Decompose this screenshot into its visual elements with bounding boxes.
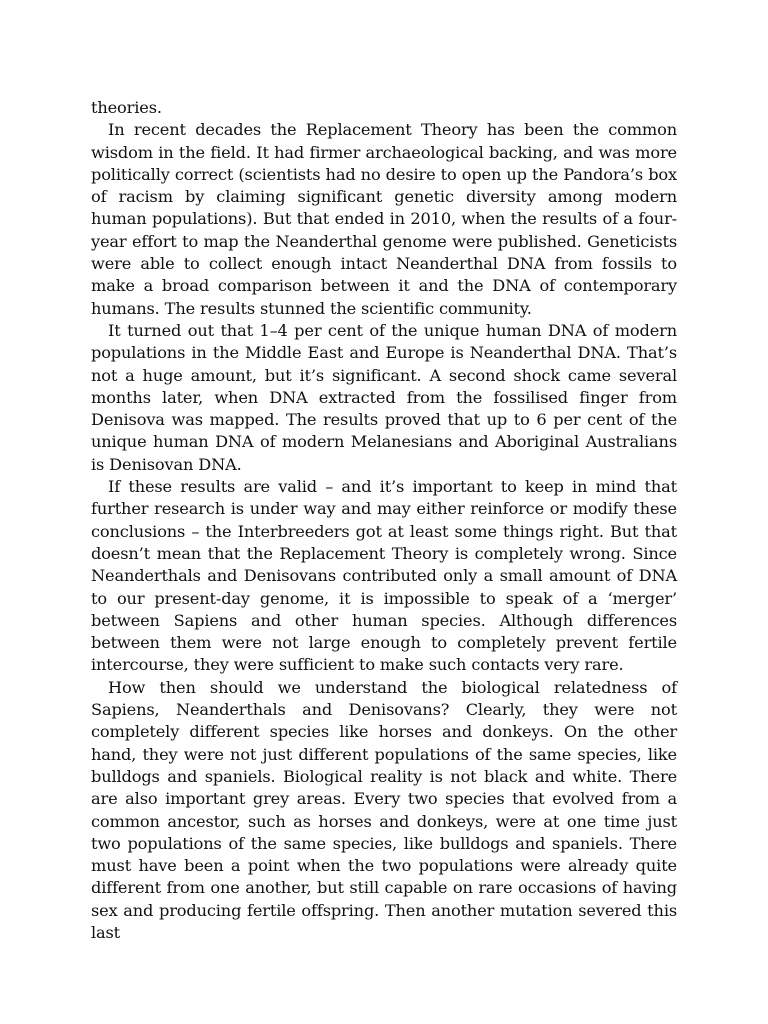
book-page-body xyxy=(91,97,677,944)
paragraph-biological-relatedness: How then should we understand the biological relatedness of Sapiens, Neanderthals and Denisovans? Clearly, they were not completely different species like horses and donkeys. On the other hand, they were not just different populations of the same species, like bulldogs and spaniels. Biological reality is not black and white. There are also important grey areas. Every two species that evolved from a common ancestor, such as horses and donkeys, were at one time just two populations of the same species, like bulldogs and spaniels. There must have been a point when the two populations were already quite different from one another, but still capable on rare occasions of having sex and producing fertile offspring. Then another mutation severed this last xyxy=(91,677,677,942)
paragraph-interbreeders: If these results are valid – and it’s important to keep in mind that further research is under way and may either reinforce or modify these conclusions – the Interbreeders got at least some things right. But that doesn’t mean that the Replacement Theory is completely wrong. Since Neanderthals and Denisovans contributed only a small amount of DNA to our present-day genome, it is impossible to speak of a ‘merger’ between Sapiens and other human species. Although differences between them were not large enough to completely prevent fertile intercourse, they were sufficient to make such contacts very rare. xyxy=(91,477,677,675)
paragraph-continuation: theories. xyxy=(91,98,162,117)
paragraph-neanderthal-dna: It turned out that 1–4 per cent of the unique human DNA of modern populations in the Middle East and Europe is Neanderthal DNA. That’s not a huge amount, but it’s significant. A second shock came several months later, when DNA extracted from the fossilised finger from Denisova was mapped. The results proved that up to 6 per cent of the unique human DNA of modern Melanesians and Aboriginal Australians is Denisovan DNA. xyxy=(91,320,677,474)
paragraph-replacement-theory: In recent decades the Replacement Theory has been the common wisdom in the field. It had firmer archaeological backing, and was more politically correct (scientists had no desire to open up the Pandora’s box of racism by claiming significant genetic diversity among modern human populations). But that ended in 2010, when the results of a four-year effort to map the Neanderthal genome were published. Geneticists were able to collect enough intact Neanderthal DNA from fossils to make a broad comparison between it and the DNA of contemporary humans. The results stunned the scientific community. xyxy=(91,120,677,318)
